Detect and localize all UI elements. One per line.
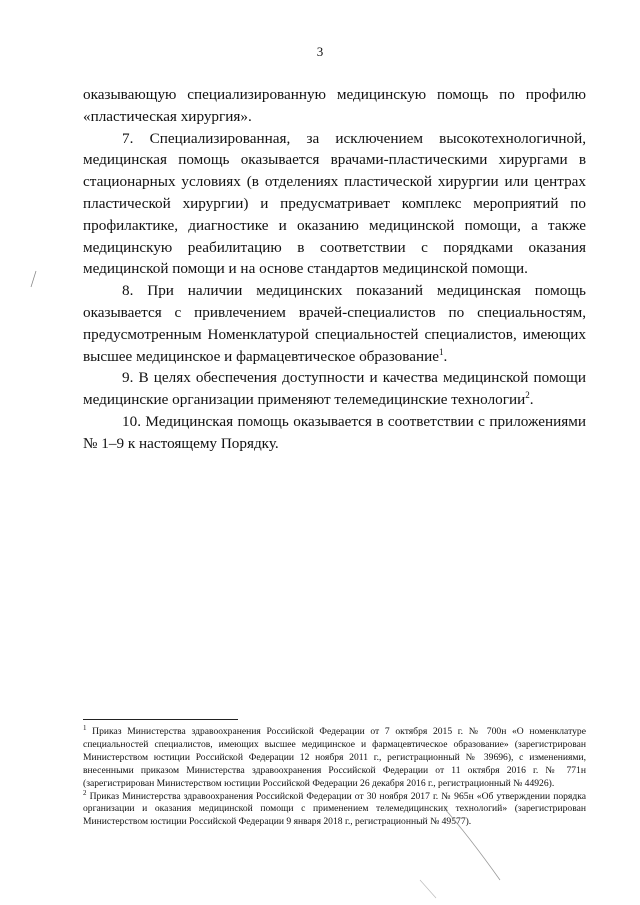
paragraph-9-end: . bbox=[529, 391, 534, 409]
footnote-1 bbox=[83, 723, 586, 791]
paragraph-7: 7. Специализированная, за исключением высокотехнологичной, медицинская помощь оказывается врачами-пластическими хирургами в стационарных условиях (в отделениях пластической хирургии или центрах пластической хирургии) и предусматривает комплекс мероприятий по профилактике, диагностике и оказанию медицинской помощи, а также медицинскую реабилитацию в соответствии с порядками оказания медицинской помощи и на основе стандартов медицинской помощи. bbox=[83, 129, 586, 278]
margin-pencil-mark bbox=[31, 271, 36, 287]
document-body bbox=[83, 84, 586, 455]
footnote-2 bbox=[83, 788, 586, 830]
footnote-separator bbox=[83, 719, 238, 720]
paragraph-9 bbox=[83, 367, 586, 411]
paragraph-9-text: 9. В целях обеспечения доступности и качества медицинской помощи медицинские организации применяют телемедицинские технологии bbox=[83, 369, 586, 409]
paragraph-continuation: оказывающую специализированную медицинскую помощь по профилю «пластическая хирургия». bbox=[83, 86, 586, 125]
footnote-1-text: Приказ Министерства здравоохранения Российской Федерации от 7 октября 2015 г. № 700н «О номенклатуре специальностей специалистов, имеющих высшее медицинское и фармацевтическое образование» (зарегистрирован Министерством юстиции Российской Федерации 12 ноября 2011 г., регистрационный № 39696), с изменениями, внесенными приказом Министерства здравоохранения Российской Федерации от 11 октября 2016 г. № 771н (зарегистрирован Министерством юстиции Российской Федерации 26 декабря 2016 г., регистрационный № 44926). bbox=[83, 726, 586, 789]
paragraph-8 bbox=[83, 280, 586, 367]
footnote-ref-1: 1 bbox=[438, 346, 444, 357]
paragraph-8-text: 8. При наличии медицинских показаний медицинская помощь оказывается с привлечением врачей-специалистов по специальностям, предусмотренным Номенклатурой специальностей специалистов, имеющих высшее медицинское и фармацевтическое образование bbox=[83, 282, 586, 365]
footnotes bbox=[83, 723, 586, 829]
diagonal-pencil-line-2 bbox=[420, 880, 436, 898]
footnote-ref-2: 2 bbox=[525, 390, 530, 401]
footnote-2-text: Приказ Министерства здравоохранения Российской Федерации от 30 ноября 2017 г. № 965н «Об утверждении порядка организации и оказания медицинской помощи с применением телемедицинских технологий» (зарегистрирован Министерством юстиции Российской Федерации 9 января 2018 г., регистрационный № 49577). bbox=[83, 790, 586, 828]
footnote-1-mark: 1 bbox=[83, 723, 87, 732]
page-number: 3 bbox=[316, 44, 324, 59]
paragraph-10: 10. Медицинская помощь оказывается в соответствии с приложениями № 1–9 к настоящему Порядку. bbox=[83, 412, 586, 452]
paragraph-8-end: . bbox=[443, 347, 448, 365]
footnote-2-mark: 2 bbox=[83, 788, 87, 797]
